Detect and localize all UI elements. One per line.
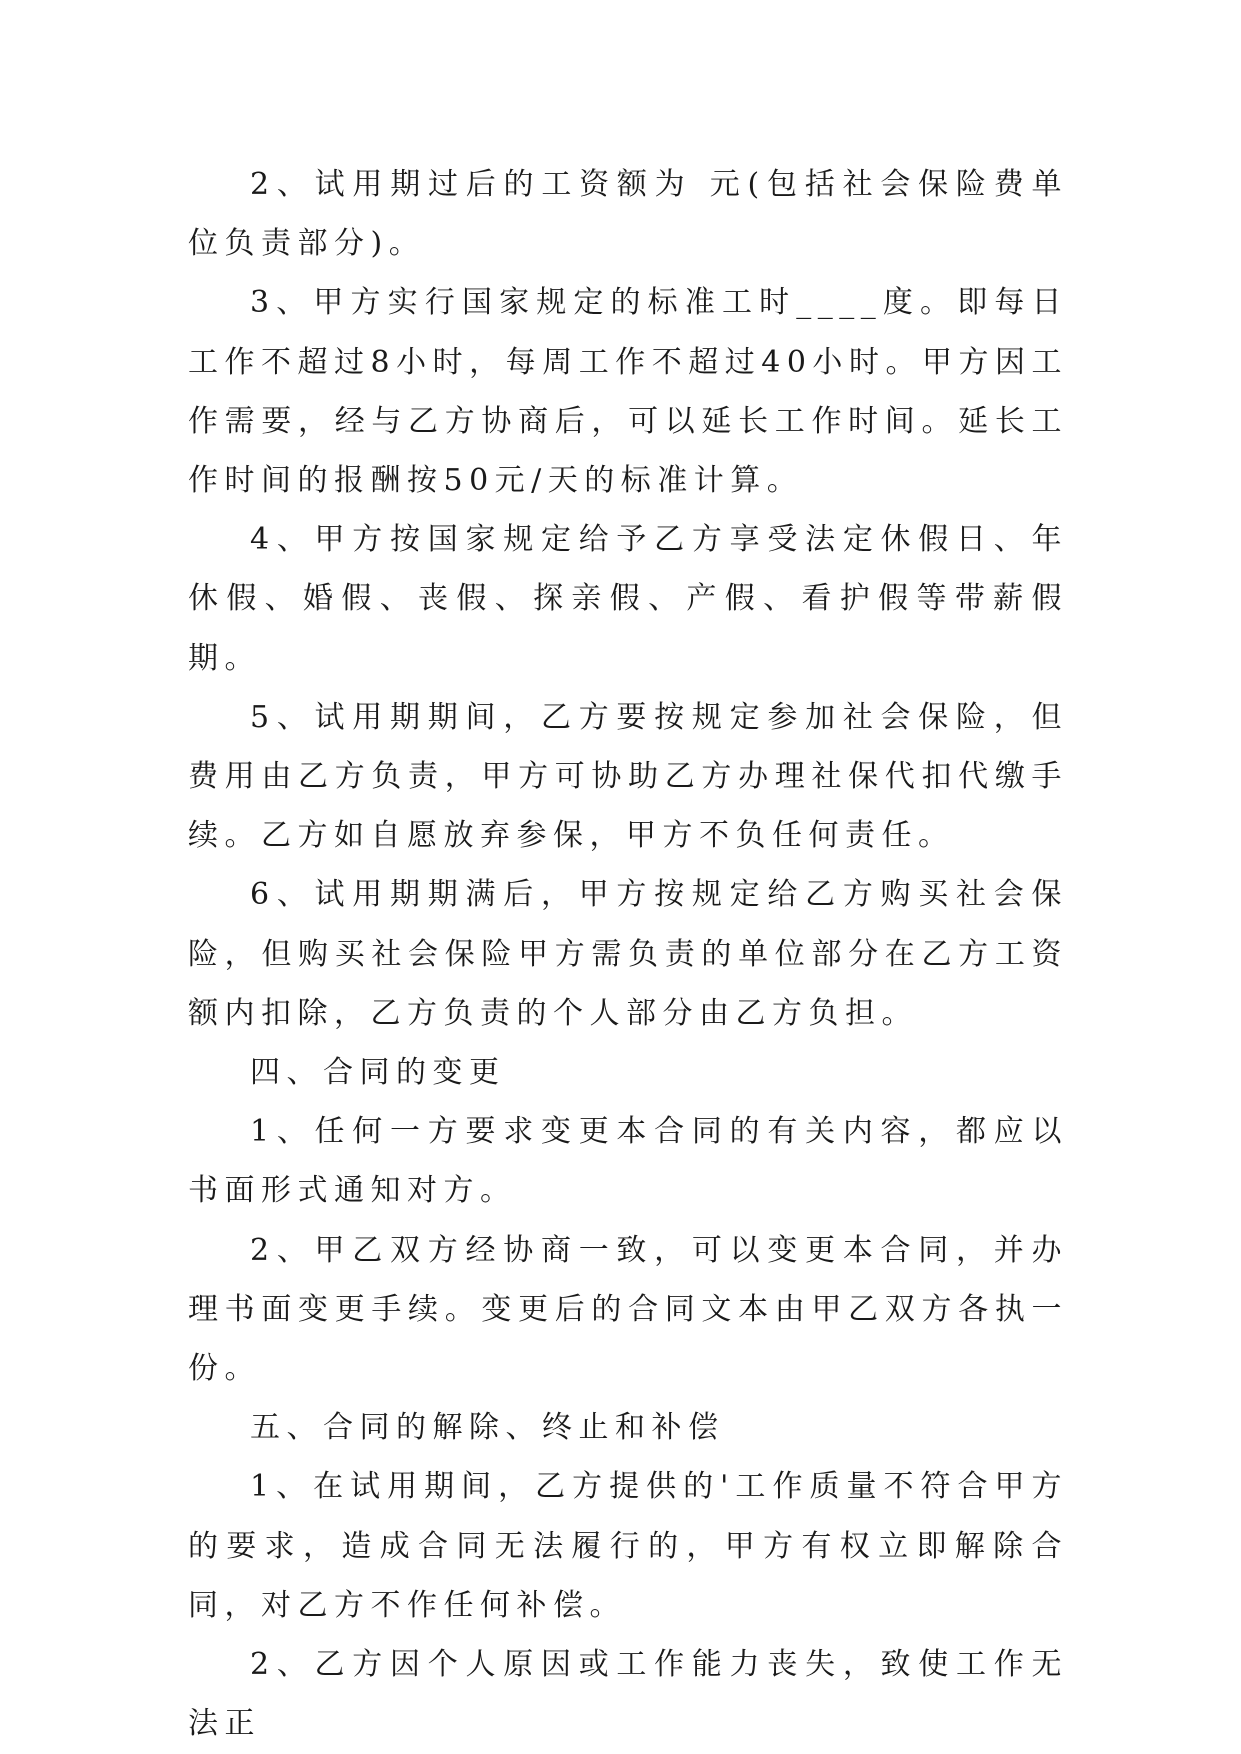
paragraph-salary-after-probation: 2、试用期过后的工资额为 元(包括社会保险费单位负责部分)。 <box>188 167 1068 262</box>
paragraph-paid-leave: 4、甲方按国家规定给予乙方享受法定休假日、年休假、婚假、丧假、探亲假、产假、看护假等带薪假期。 <box>188 522 1068 676</box>
paragraph-personal-reasons: 2、乙方因个人原因或工作能力丧失，致使工作无法正 <box>188 1647 1068 1742</box>
section-heading-termination: 五、合同的解除、终止和补偿 <box>250 1410 725 1446</box>
paragraph-change-notice: 1、任何一方要求变更本合同的有关内容，都应以书面形式通知对方。 <box>188 1114 1068 1209</box>
paragraph-change-agreement: 2、甲乙双方经协商一致，可以变更本合同，并办理书面变更手续。变更后的合同文本由甲乙双方各执一份。 <box>188 1232 1068 1387</box>
section-heading-contract-change: 四、合同的变更 <box>250 1055 506 1091</box>
paragraph-probation-termination: 1、在试用期间，乙方提供的'工作质量不符合甲方的要求，造成合同无法履行的，甲方有权立即解除合同，对乙方不作任何补偿。 <box>188 1469 1068 1623</box>
paragraph-probation-insurance: 5、试用期期间，乙方要按规定参加社会保险，但费用由乙方负责，甲方可协助乙方办理社保代扣代缴手续。乙方如自愿放弃参保，甲方不负任何责任。 <box>188 699 1068 854</box>
paragraph-post-probation-insurance: 6、试用期期满后，甲方按规定给乙方购买社会保险，但购买社会保险甲方需负责的单位部分在乙方工资额内扣除，乙方负责的个人部分由乙方负担。 <box>188 877 1068 1031</box>
document-body <box>188 155 1068 1753</box>
paragraph-working-hours: 3、甲方实行国家规定的标准工时____度。即每日工作不超过8小时，每周工作不超过40小时。甲方因工作需要，经与乙方协商后，可以延长工作时间。延长工作时间的报酬按50元/天的标准计算。 <box>188 285 1068 499</box>
